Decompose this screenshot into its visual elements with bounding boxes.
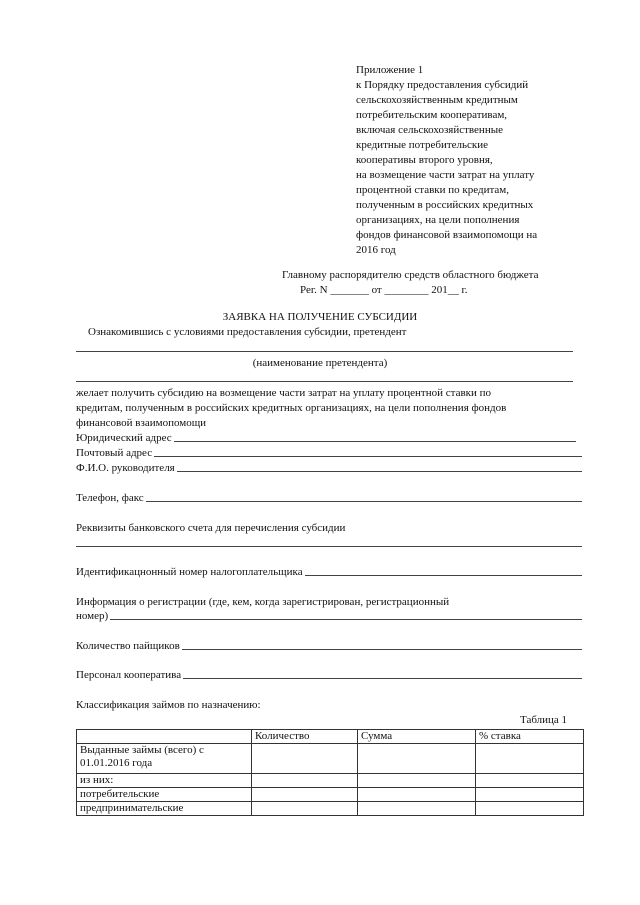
table-header-row: [77, 730, 584, 744]
table-cell[interactable]: [358, 788, 476, 802]
appendix-line: сельскохозяйственным кредитным: [356, 94, 518, 106]
appendix-line: потребительским кооперативам,: [356, 109, 508, 121]
staff-label: Персонал кооператива: [76, 669, 182, 681]
applicant-name-line-2[interactable]: [76, 381, 573, 382]
appendix-word: ставки: [414, 184, 446, 196]
table-cell[interactable]: [476, 788, 584, 802]
appendix-word: по: [448, 184, 460, 196]
director-line[interactable]: [177, 471, 582, 472]
legal-address-label: Юридический адрес: [76, 432, 172, 444]
appendix-block: [356, 63, 577, 258]
appendix-word: кредитные: [356, 139, 407, 151]
applicant-name-line[interactable]: [76, 351, 573, 352]
table-cell[interactable]: [252, 744, 358, 774]
shareholders-label: Количество пайщиков: [76, 640, 180, 652]
appendix-line: 2016 год: [356, 244, 396, 256]
appendix-word: цели: [438, 214, 461, 226]
registration-label-cont: номер): [76, 610, 109, 622]
applicant-caption: (наименование претендента): [252, 357, 388, 369]
appendix-word: на: [425, 214, 437, 226]
appendix-line: [356, 228, 577, 243]
table-cell[interactable]: [358, 802, 476, 816]
postal-address-line[interactable]: [154, 456, 582, 457]
registration-line[interactable]: [110, 619, 582, 620]
bank-details-label: Реквизиты банковского счета для перечисления субсидии: [76, 522, 346, 534]
registration-number-line: Рег. N _______ от ________ 201__ г.: [300, 284, 468, 296]
appendix-line: [356, 213, 577, 228]
appendix-line: к Порядку предоставления субсидий: [356, 79, 529, 91]
table-row: [77, 788, 584, 802]
appendix-word: полученным: [356, 199, 415, 211]
appendix-line: [356, 168, 577, 183]
bank-details-line[interactable]: [76, 546, 582, 547]
table-cell[interactable]: [476, 802, 584, 816]
legal-address-field[interactable]: [76, 432, 576, 445]
director-field[interactable]: [76, 462, 582, 475]
table-row: [77, 774, 584, 788]
table-cell[interactable]: [252, 802, 358, 816]
appendix-word: организациях,: [356, 214, 423, 226]
appendix-word: кредитам,: [462, 184, 510, 196]
staff-line[interactable]: [183, 678, 582, 679]
appendix-word: сельскохозяйственные: [398, 124, 503, 136]
phone-fax-label: Телефон, факс: [76, 492, 144, 504]
appendix-line: [356, 183, 577, 198]
appendix-word: потребительские: [408, 139, 489, 151]
table-cell[interactable]: [476, 774, 584, 788]
header-cell: % ставка: [476, 730, 584, 744]
purpose-line: финансовой взаимопомощи: [76, 417, 207, 429]
inn-field[interactable]: [76, 566, 582, 579]
inn-label: Идентификацнонный номер налогоплательщика: [76, 566, 303, 578]
appendix-word: фондов финансовой взаимопомощи: [356, 229, 524, 241]
table-cell[interactable]: [252, 774, 358, 788]
appendix-word: пополнения: [463, 214, 520, 226]
appendix-word: на: [526, 229, 538, 241]
staff-field[interactable]: [76, 669, 582, 682]
table-cell[interactable]: [358, 744, 476, 774]
form-title: ЗАЯВКА НА ПОЛУЧЕНИЕ СУБСИДИИ: [222, 311, 418, 323]
appendix-word: уровня,: [457, 154, 493, 166]
postal-address-field[interactable]: [76, 447, 582, 460]
table-row: [77, 802, 584, 816]
appendix-line: [356, 198, 577, 213]
purpose-line: кредитам, полученным в российских кредитных организациях, на цели пополнения фондов: [76, 402, 507, 414]
appendix-line: Приложение 1: [356, 64, 424, 76]
shareholders-field[interactable]: [76, 640, 582, 653]
postal-address-label: Почтовый адрес: [76, 447, 153, 459]
classification-label: Классификация займов по назначению:: [76, 699, 261, 711]
registration-label: Информация о регистрации (где, кем, когда зарегистрирован, регистрационный: [76, 596, 450, 608]
header-cell: Количество: [252, 730, 358, 744]
table-cell: Выданные займы (всего) с 01.01.2016 года: [77, 744, 252, 774]
phone-fax-field[interactable]: [76, 492, 582, 505]
table-row: [77, 744, 584, 774]
appendix-word: на возмещение части затрат: [356, 169, 487, 181]
table-cell: потребительские: [77, 788, 252, 802]
registration-field[interactable]: [76, 610, 582, 623]
classification-table: [76, 729, 584, 816]
appendix-line: [356, 123, 577, 138]
shareholders-line[interactable]: [182, 649, 582, 650]
appendix-word: процентной: [356, 184, 412, 196]
table-cell[interactable]: [358, 774, 476, 788]
appendix-word: включая: [356, 124, 396, 136]
appendix-word: кооперативы: [356, 154, 416, 166]
header-cell: Сумма: [358, 730, 476, 744]
inn-line[interactable]: [305, 575, 582, 576]
appendix-line: [356, 138, 577, 153]
table-caption: Таблица 1: [520, 714, 568, 726]
header-cell: [77, 730, 252, 744]
table-cell: предпринимательские: [77, 802, 252, 816]
legal-address-line[interactable]: [174, 441, 576, 442]
appendix-word: второго: [418, 154, 455, 166]
appendix-word: на уплату: [489, 169, 535, 181]
table-cell: из них:: [77, 774, 252, 788]
appendix-line: [356, 153, 577, 168]
intro-text: Ознакомившись с условиями предоставления субсидии, претендент: [88, 326, 407, 338]
table-cell[interactable]: [252, 788, 358, 802]
director-label: Ф.И.О. руководителя: [76, 462, 175, 474]
phone-fax-line[interactable]: [146, 501, 582, 502]
appendix-word: в российских кредитных: [417, 199, 534, 211]
recipient-line: Главному распорядителю средств областного бюджета: [282, 269, 539, 281]
table-cell[interactable]: [476, 744, 584, 774]
purpose-line: желает получить субсидию на возмещение части затрат на уплату процентной ставки по: [76, 387, 492, 399]
